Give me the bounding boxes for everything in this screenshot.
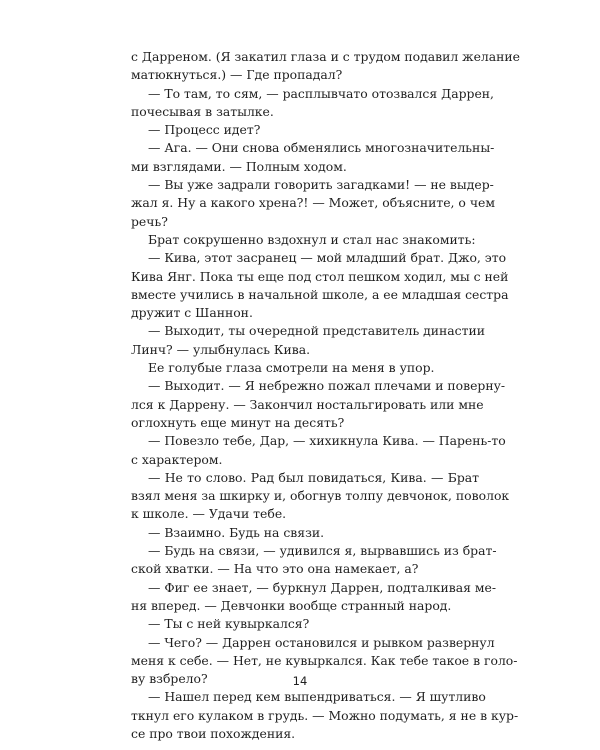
text-line: ткнул его кулаком в грудь. — Можно подумать, я не в кур- [131,707,519,723]
text-line: — Ага. — Они снова обменялись многозначительны- [148,140,495,156]
text-line: — Будь на связи, — удивился я, вырвавшись из брат- [148,543,497,559]
text-line: Кива Янг. Пока ты еще под стол пешком ходил, мы с ней [131,268,509,284]
body-text [131,48,521,743]
text-line: — Чего? — Даррен остановился и рывком развернул [148,634,495,650]
text-line: матюкнуться.) — Где пропадал? [131,67,343,83]
text-line: се про твои похождения. [131,725,296,741]
text-line: почесывая в затылке. [131,103,274,119]
text-line: ми взглядами. — Полным ходом. [131,158,347,174]
text-line: меня к себе. — Нет, не кувыркался. Как тебе такое в голо- [131,652,518,668]
text-line: Брат сокрушенно вздохнул и стал нас знакомить: [148,231,476,247]
text-line: дружит с Шаннон. [131,305,253,321]
text-line: вместе учились в начальной школе, а ее младшая сестра [131,286,509,302]
text-line: — Процесс идет? [148,122,261,138]
text-line: — Выходит, ты очередной представитель династии [148,323,485,339]
text-line: жал я. Ну а какого хрена?! — Может, объясните, о чем [131,195,495,211]
text-line: — Фиг ее знает, — буркнул Даррен, подталкивая ме- [148,579,497,595]
page-number: 14 [292,674,308,688]
text-line: Ее голубые глаза смотрели на меня в упор. [148,360,435,376]
text-line: — Выходит. — Я небрежно пожал плечами и поверну- [148,378,506,394]
text-line: — Вы уже задрали говорить загадками! — не выдер- [148,177,494,193]
text-line: ву взбрело? [131,671,208,687]
text-line: ской хватки. — На что это она намекает, а? [131,561,419,577]
text-line: — То там, то сям, — расплывчато отозвался Даррен, [148,85,494,101]
text-line: Линч? — улыбнулась Кива. [131,341,311,357]
text-line: оглохнуть еще минут на десять? [131,414,345,430]
text-line: ня вперед. — Девчонки вообще странный народ. [131,597,452,613]
text-line: с характером. [131,451,223,467]
text-line: речь? [131,213,168,229]
text-line: — Повезло тебе, Дар, — хихикнула Кива. — Парень-то [148,433,506,449]
text-line: — Нашел перед кем выпендриваться. — Я шутливо [148,689,486,705]
text-line: — Ты с ней кувыркался? [148,616,310,632]
text-line: — Кива, этот засранец — мой младший брат. Джо, это [148,250,507,266]
text-line: — Не то слово. Рад был повидаться, Кива. — Брат [148,469,479,485]
text-line: с Дарреном. (Я закатил глаза и с трудом подавил желание [131,49,521,64]
text-line: лся к Даррену. — Закончил ностальгировать или мне [131,396,484,412]
text-line: взял меня за шкирку и, обогнув толпу девчонок, поволок [131,488,510,504]
text-line: к школе. — Удачи тебе. [131,506,287,522]
text-line: — Взаимно. Будь на связи. [148,524,325,540]
